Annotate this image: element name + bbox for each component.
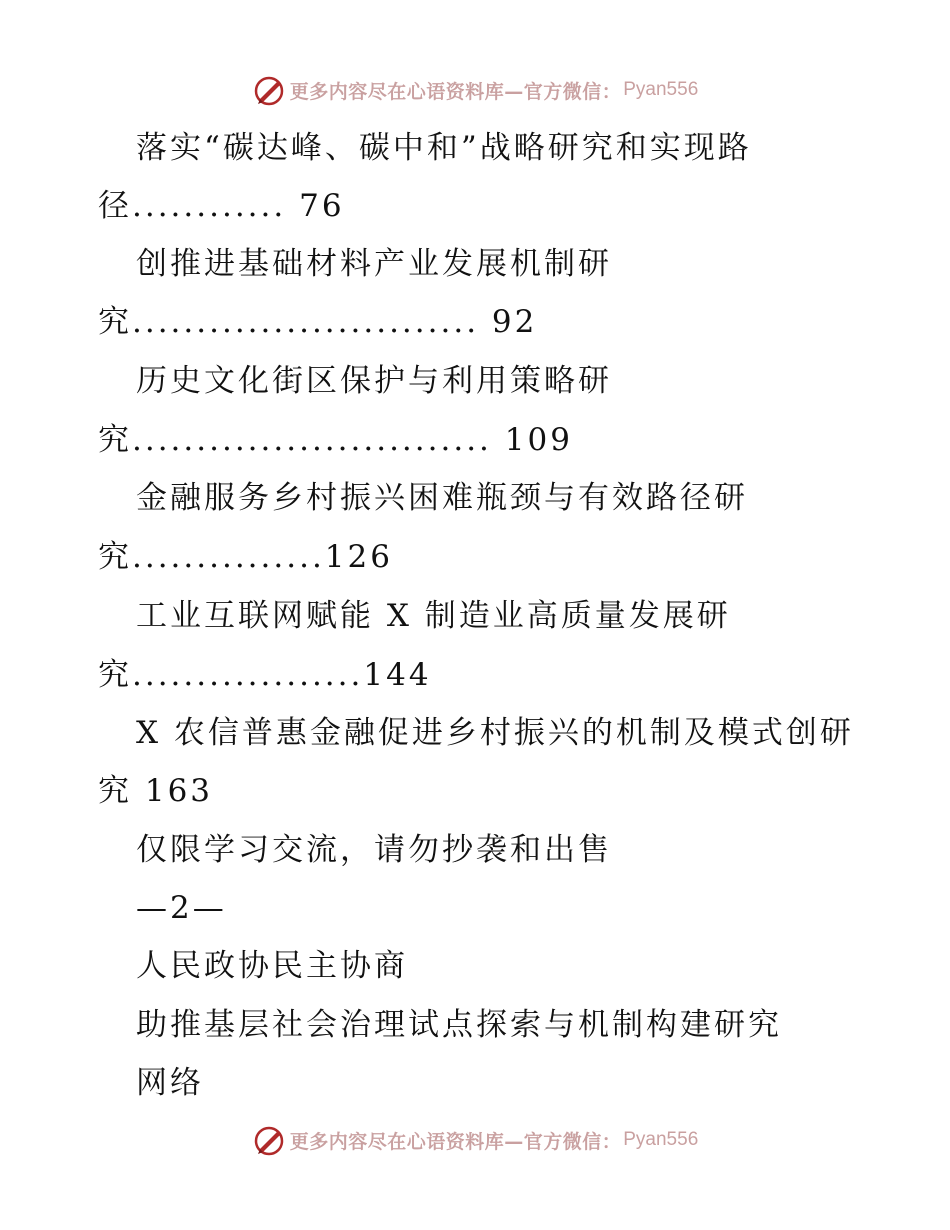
- watermark-wechat-id: Pyan556: [623, 1129, 699, 1150]
- watermark-text: 更多内容尽在心语资料库—官方微信：: [289, 80, 622, 103]
- toc-entry-title: 助推基层社会治理试点探索与机制构建研究: [136, 1007, 782, 1043]
- section-heading: 人民政协民主协商: [136, 948, 408, 984]
- pen-logo-icon: [252, 1123, 286, 1157]
- toc-entry-continuation: 究...............126: [98, 539, 393, 575]
- toc-entry-title: 工业互联网赋能 X 制造业高质量发展研: [136, 598, 731, 634]
- toc-entry-title: X 农信普惠金融促进乡村振兴的机制及模式创研: [136, 715, 854, 751]
- toc-entry-continuation: 究..................144: [98, 657, 432, 693]
- toc-entry-title: 历史文化街区保护与利用策略研: [136, 363, 612, 399]
- toc-entry-title: 网络: [136, 1065, 204, 1101]
- toc-entry-continuation: 究............................ 109: [98, 422, 573, 458]
- usage-notice: 仅限学习交流，请勿抄袭和出售: [136, 832, 612, 868]
- watermark-wechat-id: Pyan556: [623, 79, 699, 100]
- page-number: —2—: [136, 890, 227, 926]
- toc-entry-title: 落实“碳达峰、碳中和”战略研究和实现路: [136, 130, 752, 166]
- toc-entry-continuation: 究 163: [98, 773, 214, 809]
- toc-entry-title: 金融服务乡村振兴困难瓶颈与有效路径研: [136, 480, 748, 516]
- watermark-text: 更多内容尽在心语资料库—官方微信：: [289, 1130, 622, 1153]
- toc-entry-continuation: 径............ 76: [98, 188, 345, 224]
- footer-watermark: [0, 1120, 950, 1160]
- toc-entry-title: 创推进基础材料产业发展机制研: [136, 246, 612, 282]
- toc-entry-continuation: 究........................... 92: [98, 304, 538, 340]
